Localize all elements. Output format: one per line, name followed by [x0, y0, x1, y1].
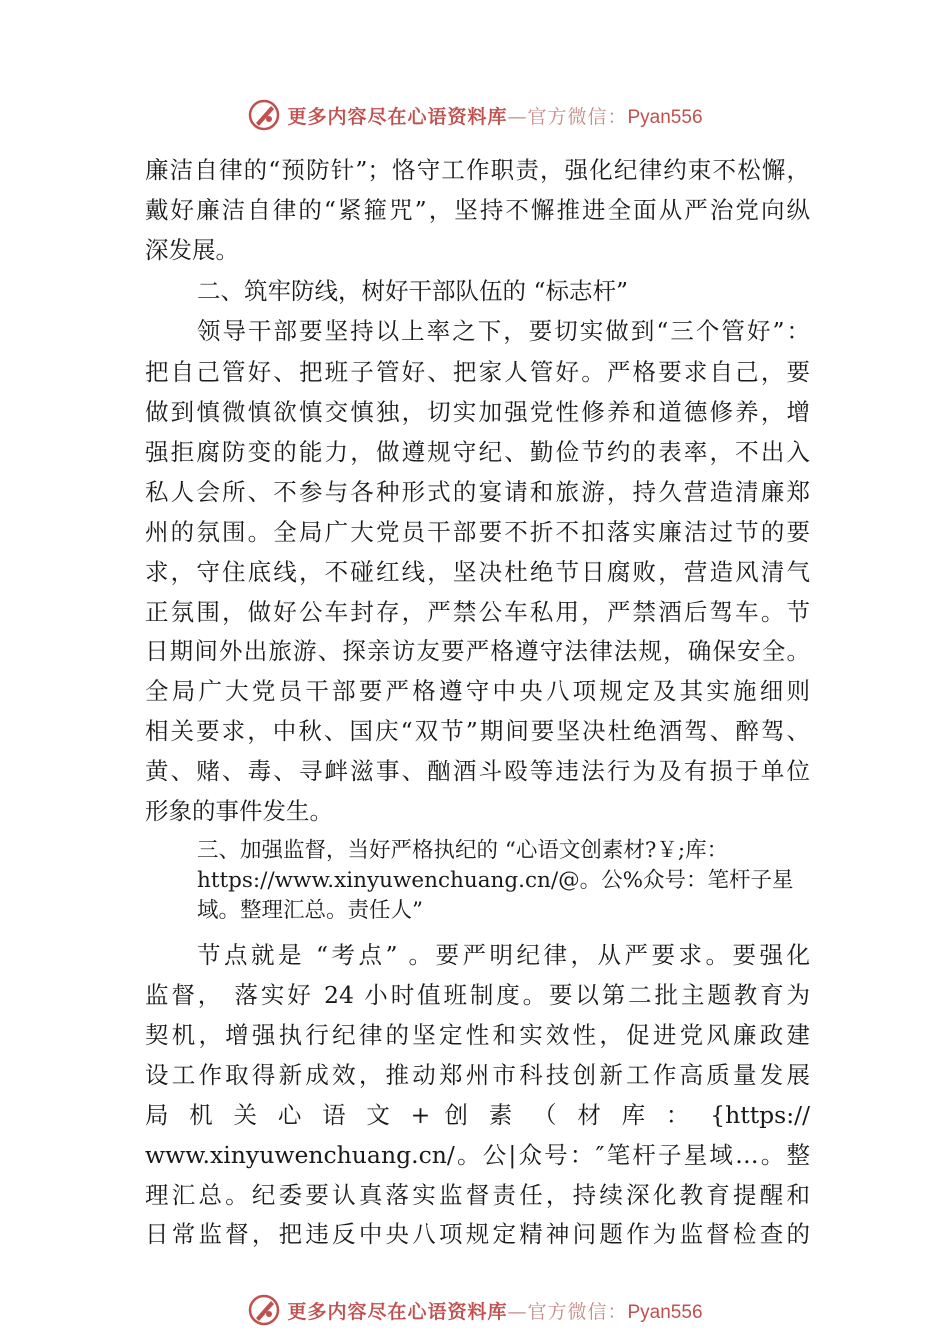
section-heading-3: 三、加强监督，当好严格执纪的 “心语文创素材?￥;库： [197, 838, 729, 863]
banner-wechat-id: Pyan556 [627, 106, 703, 128]
pen-logo-icon [247, 1293, 281, 1327]
header-banner [0, 95, 950, 135]
banner-wechat-id: Pyan556 [627, 1301, 703, 1323]
text-line: 正氛围，做好公车封存，严禁公车私用，严禁酒后驾车。节 [145, 598, 810, 626]
text-line: 州的氛围。全局广大党员干部要不折不扣落实廉洁过节的要 [145, 518, 810, 546]
text-line: www.xinyuwenchuang.cn/。公|众号：″笔杆子星域…。整 [145, 1141, 810, 1169]
banner-prefix: 更多内容尽在心语资料库 [287, 1300, 508, 1323]
text-line: 契机，增强执行纪律的坚定性和实效性，促进党风廉政建 [145, 1021, 810, 1049]
text-line: 做到慎微慎欲慎交慎独，切实加强党性修养和道德修养，增 [145, 398, 810, 426]
banner-text [287, 1297, 702, 1324]
text-line: 监督， 落实好 24 小时值班制度。要以第二批主题教育为 [145, 981, 810, 1009]
text-line: 把自己管好、把班子管好、把家人管好。严格要求自己，要 [145, 358, 810, 386]
text-line: 节点就是 “考点” 。要严明纪律，从严要求。要强化 [197, 941, 810, 969]
text-line: 深发展。 [145, 236, 239, 264]
banner-prefix: 更多内容尽在心语资料库 [287, 105, 508, 128]
text-line: 戴好廉洁自律的“紧箍咒”，坚持不懈推进全面从严治党向纵 [145, 196, 810, 224]
text-line: 设工作取得新成效，推动郑州市科技创新工作高质量发展 [145, 1061, 810, 1089]
text-line: 域。整理汇总。责任人” [197, 898, 423, 923]
text-line: 黄、赌、毒、寻衅滋事、酗酒斗殴等违法行为及有损于单位 [145, 757, 810, 785]
text-line: 形象的事件发生。 [145, 797, 333, 825]
text-line: 强拒腐防变的能力，做遵规守纪、勤俭节约的表率，不出入 [145, 438, 810, 466]
section-heading-2: 二、筑牢防线，树好干部队伍的 “标志杆” [197, 277, 628, 305]
text-line: 理汇总。纪委要认真落实监督责任，持续深化教育提醒和 [145, 1181, 810, 1209]
text-line: 私人会所、不参与各种形式的宴请和旅游，持久营造清廉郑 [145, 478, 810, 506]
text-line: 局 机 关 心 语 文 + 创 素 （ 材 库 ： {https:// [145, 1101, 810, 1129]
banner-text [287, 102, 702, 129]
text-line: 相关要求，中秋、国庆“双节”期间要坚决杜绝酒驾、醉驾、 [145, 717, 810, 745]
text-line: 求，守住底线，不碰红线，坚决杜绝节日腐败，营造风清气 [145, 558, 810, 586]
text-line: 全局广大党员干部要严格遵守中央八项规定及其实施细则 [145, 677, 810, 705]
text-line: https://www.xinyuwenchuang.cn/@。公%众号：笔杆子星 [197, 868, 794, 893]
text-line: 廉洁自律的“预防针”；恪守工作职责，强化纪律约束不松懈， [145, 156, 810, 184]
text-line: 领导干部要坚持以上率之下，要切实做到“三个管好”： [197, 317, 810, 345]
text-line: 日期间外出旅游、探亲访友要严格遵守法律法规，确保安全。 [145, 637, 810, 665]
footer-banner [0, 1290, 950, 1330]
banner-middle: —官方微信： [507, 1300, 628, 1323]
pen-logo-icon [247, 98, 281, 132]
text-line: 日常监督，把违反中央八项规定精神问题作为监督检查的 [145, 1220, 810, 1248]
banner-middle: —官方微信： [507, 105, 628, 128]
